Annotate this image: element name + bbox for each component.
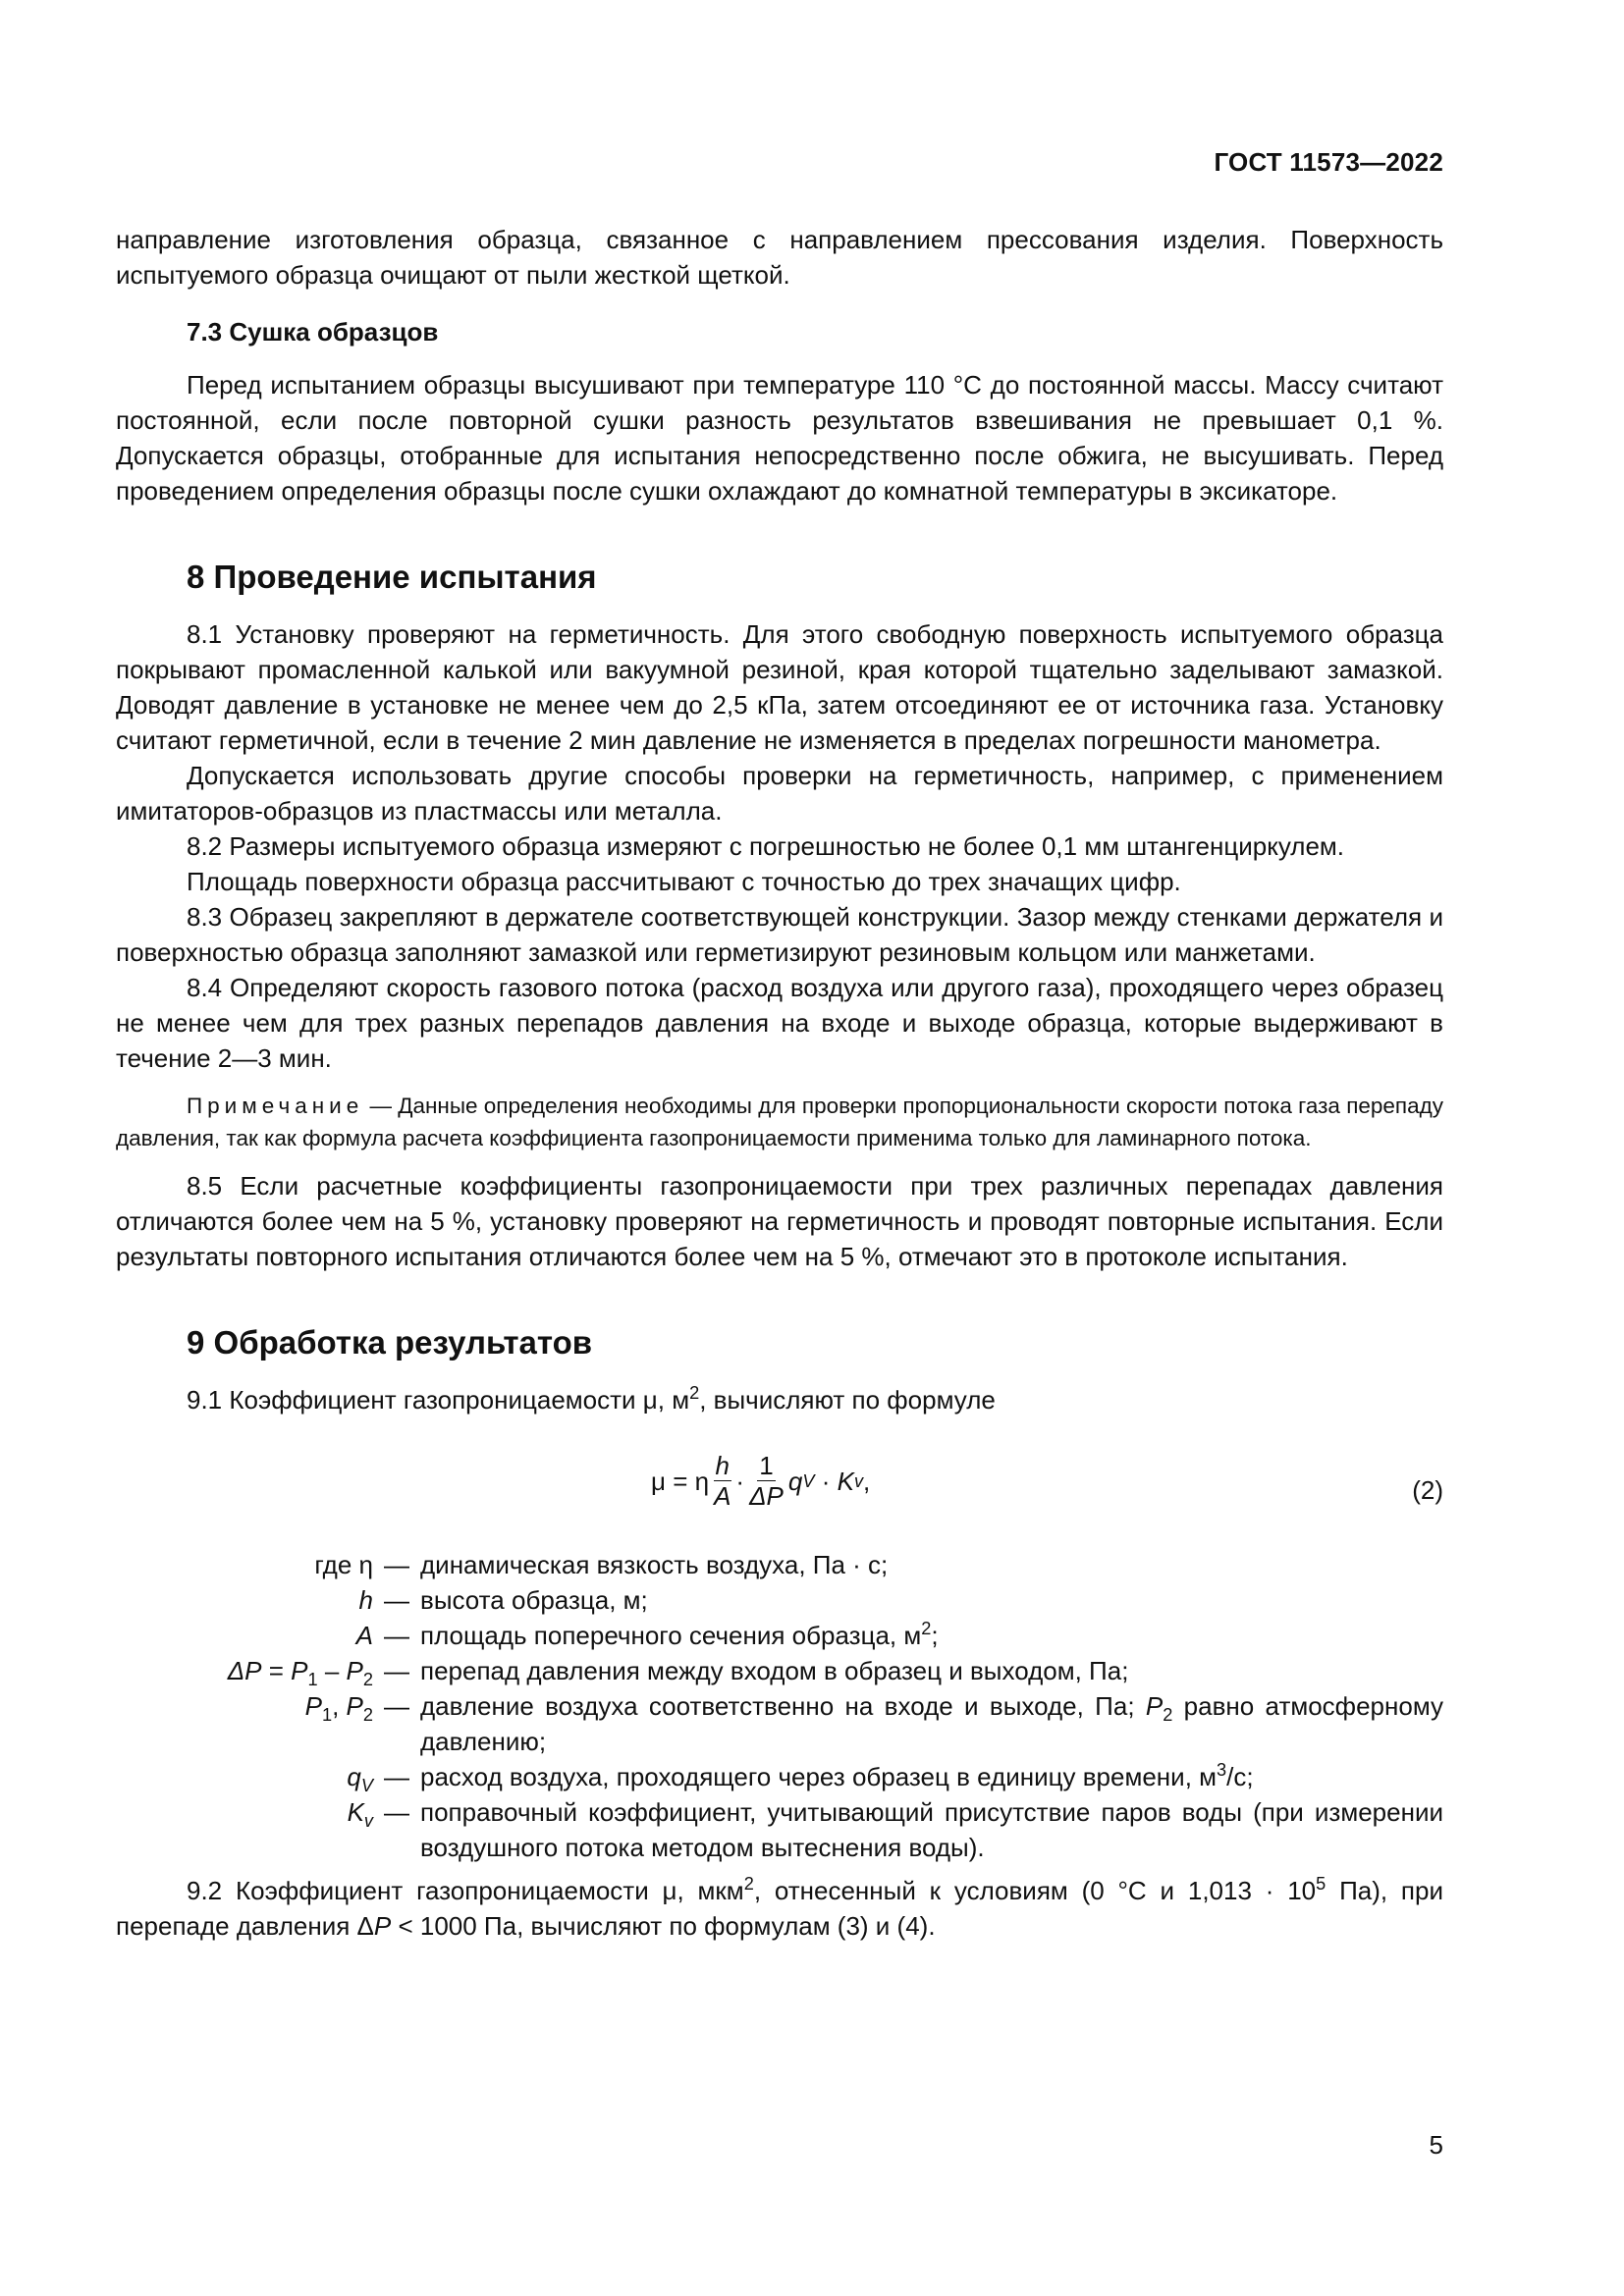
paragraph-9-1 <box>116 1382 1443 1417</box>
formula-comma: , <box>863 1466 871 1496</box>
intro-paragraph: направление изготовления образца, связанное с направлением прессования изделия. Поверхность испытуемого образца очищают от пыли жесткой щеткой. <box>116 225 1443 290</box>
definition-row <box>116 1759 1443 1794</box>
paragraph-8-2: 8.2 Размеры испытуемого образца измеряют с погрешностью не более 0,1 мм штангенциркулем. <box>187 831 1345 861</box>
fraction-1-over-dp <box>747 1451 785 1511</box>
note-label: Примечание <box>187 1094 364 1118</box>
definition-dash: — <box>384 1797 409 1827</box>
definition-symbol <box>116 1794 373 1865</box>
sym-p2: P <box>346 1691 363 1721</box>
paragraph-7-3: Перед испытанием образцы высушивают при температуре 110 °С до постоянной массы. Массу считают постоянной, если после повторной сушки разность результатов взвешивания не превышает 0,1 %. Допускается образцы, отобранные для испытания непосредственно после обжига, не высушивать. Перед проведением определения образцы после сушки охлаждают до комнатной температуры в эксикаторе. <box>116 370 1443 506</box>
definition-dash: — <box>384 1585 409 1615</box>
subsection-7-3-heading: 7.3 Сушка образцов <box>187 317 439 347</box>
sym-p1-sub: 1 <box>321 1705 333 1725</box>
p92-text-c: Па), при перепаде давления Δ <box>116 1876 1443 1941</box>
definition-row <box>116 1794 1443 1865</box>
def-text: площадь поперечного сечения образца, м <box>420 1621 922 1650</box>
def-text: расход воздуха, проходящего через образец в единицу времени, м <box>420 1762 1218 1791</box>
definition-row <box>116 1582 1443 1618</box>
p91-sup: 2 <box>689 1383 700 1403</box>
sym-k-sub: v <box>363 1811 373 1831</box>
section-9-heading: 9 Обработка результатов <box>187 1324 593 1361</box>
definition-symbol: A <box>355 1621 373 1650</box>
definition-text <box>420 1759 1443 1794</box>
definition-symbol: h <box>358 1585 373 1615</box>
def-sup: 3 <box>1217 1760 1227 1780</box>
paragraph-8-1b: Допускается использовать другие способы проверки на герметичность, например, с применением имитаторов-образцов из пластмассы или металла. <box>116 761 1443 826</box>
frac-den <box>747 1481 785 1511</box>
p92-p: P <box>373 1911 392 1941</box>
frac-den-text: ΔP <box>749 1481 784 1511</box>
document-body <box>116 222 1443 1944</box>
definition-text: поправочный коэффициент, учитывающий присутствие паров воды (при измерении воздушного потока методом вытеснения воды). <box>420 1797 1443 1862</box>
symbol-group <box>227 1656 373 1689</box>
sym-dp: ΔP <box>227 1656 262 1685</box>
sym-eq: = <box>261 1656 292 1685</box>
sym-p2-sub: 2 <box>362 1705 373 1725</box>
section-8-heading: 8 Проведение испытания <box>187 559 597 595</box>
formula-mult: · <box>814 1466 838 1496</box>
sym-p1: P <box>291 1656 308 1685</box>
def-p2-sub: 2 <box>1163 1705 1173 1725</box>
definition-symbol <box>116 1688 373 1759</box>
definitions-list <box>116 1547 1443 1865</box>
def-sup: 2 <box>921 1619 932 1638</box>
definition-row <box>116 1547 1443 1582</box>
p92-text-d: < 1000 Па, вычисляют по формулам (3) и (4). <box>391 1911 936 1941</box>
def-p2: P <box>1145 1691 1164 1721</box>
definition-text: динамическая вязкость воздуха, Па · с; <box>420 1550 889 1579</box>
sym-q: q <box>347 1762 361 1791</box>
p92-text-b: , отнесенный к условиям (0 °С и 1,013 · 10 <box>753 1876 1317 1905</box>
formula-dot: · <box>735 1466 745 1496</box>
sym-comma: , <box>332 1691 347 1721</box>
paragraph-8-5: 8.5 Если расчетные коэффициенты газопроницаемости при трех различных перепадах давления отличаются более чем на 5 %, установку проверяют на герметичность и проводят повторные испытания. Если результаты повторного испытания отличаются более чем на 5 %, отмечают это в протоколе испытания. <box>116 1171 1443 1271</box>
definition-row <box>116 1688 1443 1759</box>
definition-dash: — <box>384 1621 409 1650</box>
paragraph-9-2 <box>116 1873 1443 1944</box>
def-text-end: ; <box>931 1621 939 1650</box>
definition-dash: — <box>384 1550 409 1579</box>
definition-symbol: где η <box>314 1550 373 1579</box>
definition-text: перепад давления между входом в образец и выходом, Па; <box>420 1656 1129 1685</box>
frac-den: A <box>714 1481 731 1511</box>
sym-p1-sub: 1 <box>307 1670 318 1689</box>
p91-text: 9.1 Коэффициент газопроницаемости μ, м <box>187 1385 690 1415</box>
frac-num: 1 <box>759 1451 774 1480</box>
note-text: — Данные определения необходимы для проверки пропорциональности скорости потока газа перепаду давления, так как формула расчета коэффициента газопроницаемости применима только для ламинарного потока. <box>116 1094 1443 1150</box>
definition-row <box>116 1618 1443 1653</box>
paragraph-8-4: 8.4 Определяют скорость газового потока (расход воздуха или другого газа), проходящего через образец не менее чем для трех разных перепадов давления на входе и выходе образца, которые выдерживают в течение 2—3 мин. <box>116 973 1443 1073</box>
formula-k: K <box>837 1466 854 1496</box>
p92-sup: 2 <box>743 1874 754 1894</box>
paragraph-8-2b: Площадь поверхности образца рассчитывают с точностью до трех значащих цифр. <box>187 867 1181 896</box>
definition-symbol <box>116 1653 373 1688</box>
page-number: 5 <box>1429 2130 1443 2160</box>
document-header: ГОСТ 11573—2022 <box>1214 147 1443 177</box>
definition-row <box>116 1653 1443 1688</box>
def-text-end: /с; <box>1226 1762 1254 1791</box>
paragraph-8-3: 8.3 Образец закрепляют в держателе соответствующей конструкции. Зазор между стенками держателя и поверхностью образца заполняют замазкой или герметизируют резиновым кольцом или манжетами. <box>116 902 1443 967</box>
formula-2 <box>116 1429 1443 1537</box>
p91-text-end: , вычисляют по формуле <box>699 1385 996 1415</box>
definition-text: высота образца, м; <box>420 1585 648 1615</box>
sym-p1: P <box>304 1691 322 1721</box>
sym-q-sub: V <box>360 1776 373 1795</box>
sym-k: K <box>347 1797 364 1827</box>
frac-num: h <box>715 1451 730 1480</box>
sym-p2-sub: 2 <box>362 1670 373 1689</box>
paragraph-8-1: 8.1 Установку проверяют на герметичность. Для этого свободную поверхность испытуемого образца покрывают промасленной калькой или вакуумной резиной, края которой тщательно заделывают замазкой. Доводят давление в установке не менее чем до 2,5 кПа, затем отсоединяют ее от источника газа. Установку считают герметичной, если в течение 2 мин давление не изменяется в пределах погрешности манометра. <box>116 619 1443 755</box>
formula-number: (2) <box>1412 1475 1443 1505</box>
p92-text-a: 9.2 Коэффициент газопроницаемости μ, мкм <box>187 1876 744 1905</box>
formula-lhs: μ = η <box>651 1466 710 1496</box>
fraction-h-over-a <box>712 1451 732 1511</box>
def-text: давление воздуха соответственно на входе и выходе, Па; <box>420 1691 1146 1721</box>
definition-symbol <box>116 1759 373 1794</box>
definition-dash: — <box>384 1762 409 1791</box>
sym-p2: P <box>346 1656 363 1685</box>
definition-text <box>420 1688 1443 1759</box>
definition-dash: — <box>384 1656 409 1685</box>
definition-text <box>420 1618 1443 1653</box>
formula-expression: μ = η $\frac{h}{A}$ · $\frac{1}{\Delta P}$ q V · K v , <box>651 1451 871 1511</box>
formula-q: q <box>787 1466 803 1496</box>
def-text-end: равно атмосферному давлению; <box>420 1691 1443 1756</box>
p92-sup2: 5 <box>1316 1874 1326 1894</box>
definition-dash: — <box>384 1691 409 1721</box>
note <box>116 1090 1443 1154</box>
sym-minus: – <box>317 1656 347 1685</box>
